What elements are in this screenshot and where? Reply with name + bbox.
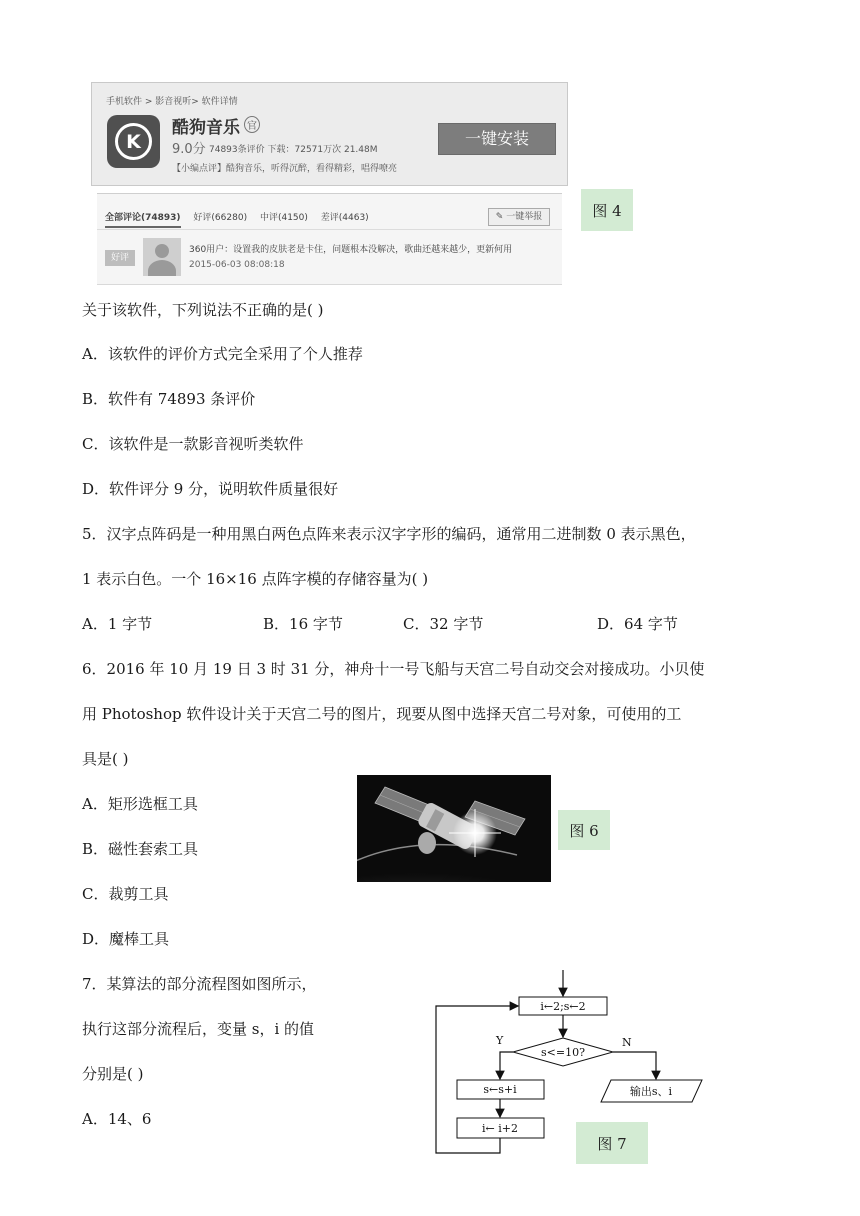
review-date: 2015-06-03 08:08:18 <box>189 260 285 270</box>
figure-4-label: 图 4 <box>581 189 633 231</box>
app-name: 酷狗音乐 <box>172 118 240 138</box>
q6-option-d: D．魔棒工具 <box>82 930 170 948</box>
kugou-app-icon <box>107 115 160 168</box>
install-button[interactable]: 一键安装 <box>438 123 556 155</box>
tab-neutral-reviews[interactable]: 中评(4150) <box>259 213 308 223</box>
icon-letter: K <box>126 131 141 153</box>
flow-condition-text: s<=10? <box>541 1046 585 1059</box>
q5-option-a: A．1 字节 <box>82 615 153 633</box>
report-icon: ✎ <box>495 212 504 222</box>
q5-option-c: C．32 字节 <box>403 615 484 633</box>
q5-option-d: D．64 字节 <box>597 615 678 633</box>
q7-stem-line2: 执行这部分流程后，变量 s，i 的值 <box>82 1020 315 1038</box>
q4-option-c: C．该软件是一款影音视听类软件 <box>82 435 304 453</box>
space-station-photo <box>357 775 551 882</box>
app-info-panel <box>91 82 568 186</box>
flow-step2-text: i← i+2 <box>482 1122 518 1135</box>
q4-stem: 关于该软件，下列说法不正确的是( ) <box>82 301 324 319</box>
app-score: 9.0分 <box>172 142 206 157</box>
q6-option-a: A．矩形选框工具 <box>82 795 198 813</box>
q7-stem-line3: 分别是( ) <box>82 1065 144 1083</box>
flow-yes-label: Y <box>496 1034 504 1047</box>
q7-stem-line1: 7．某算法的部分流程图如图所示， <box>82 975 317 993</box>
q4-option-d: D．软件评分 9 分，说明软件质量很好 <box>82 480 339 498</box>
figure-7-label: 图 7 <box>576 1122 648 1164</box>
tab-bad-reviews[interactable]: 差评(4463) <box>320 213 369 223</box>
official-badge: 官 <box>244 116 260 133</box>
q4-option-a: A．该软件的评价方式完全采用了个人推荐 <box>82 345 363 363</box>
flow-no-label: N <box>622 1036 632 1049</box>
review-comment: 360用户：设置我的皮肤老是卡住，问题根本没解决，歌曲还越来越少，更新何用 <box>189 245 513 255</box>
figure-6-label: 图 6 <box>558 810 610 850</box>
review-badge: 好评 <box>105 250 135 266</box>
breadcrumb: 手机软件 > 影音视听> 软件详情 <box>106 97 238 107</box>
q5-stem-line2: 1 表示白色。一个 16×16 点阵字模的存储容量为( ) <box>82 570 429 588</box>
q7-option-a: A．14、6 <box>82 1110 152 1128</box>
flowchart <box>430 968 720 1163</box>
report-label: 一键举报 <box>506 212 543 222</box>
user-avatar-icon <box>143 238 181 276</box>
q6-stem-line3: 具是( ) <box>82 750 129 768</box>
q5-stem-line1: 5．汉字点阵码是一种用黑白两色点阵来表示汉字字形的编码，通常用二进制数 0 表示黑色， <box>82 525 696 543</box>
tab-all-reviews[interactable]: 全部评论(74893) <box>105 213 181 228</box>
q6-option-b: B．磁性套索工具 <box>82 840 199 858</box>
q6-stem-line1: 6．2016 年 10 月 19 日 3 时 31 分，神舟十一号飞船与天宫二号自动交会对接成功。小贝使 <box>82 660 705 678</box>
report-button[interactable] <box>488 208 550 226</box>
tab-good-reviews[interactable]: 好评(66280) <box>193 213 248 223</box>
q5-option-b: B．16 字节 <box>263 615 343 633</box>
flow-step1-text: s←s+i <box>483 1083 517 1096</box>
app-stats: 74893条评价 下载：72571万次 21.48M <box>209 145 378 155</box>
editor-review: 【小编点评】酷狗音乐，听得沉醉，看得精彩，唱得嘹亮 <box>172 164 398 174</box>
q4-option-b: B．软件有 74893 条评价 <box>82 390 256 408</box>
flow-output-text: 输出s、i <box>629 1085 673 1098</box>
flow-init-text: i←2;s←2 <box>540 1000 586 1013</box>
q6-stem-line2: 用 Photoshop 软件设计关于天宫二号的图片，现要从图中选择天宫二号对象，可使用的工 <box>82 705 682 723</box>
divider <box>97 229 562 230</box>
q6-option-c: C．裁剪工具 <box>82 885 169 903</box>
reviews-panel <box>97 193 562 285</box>
review-tabs <box>105 210 379 223</box>
